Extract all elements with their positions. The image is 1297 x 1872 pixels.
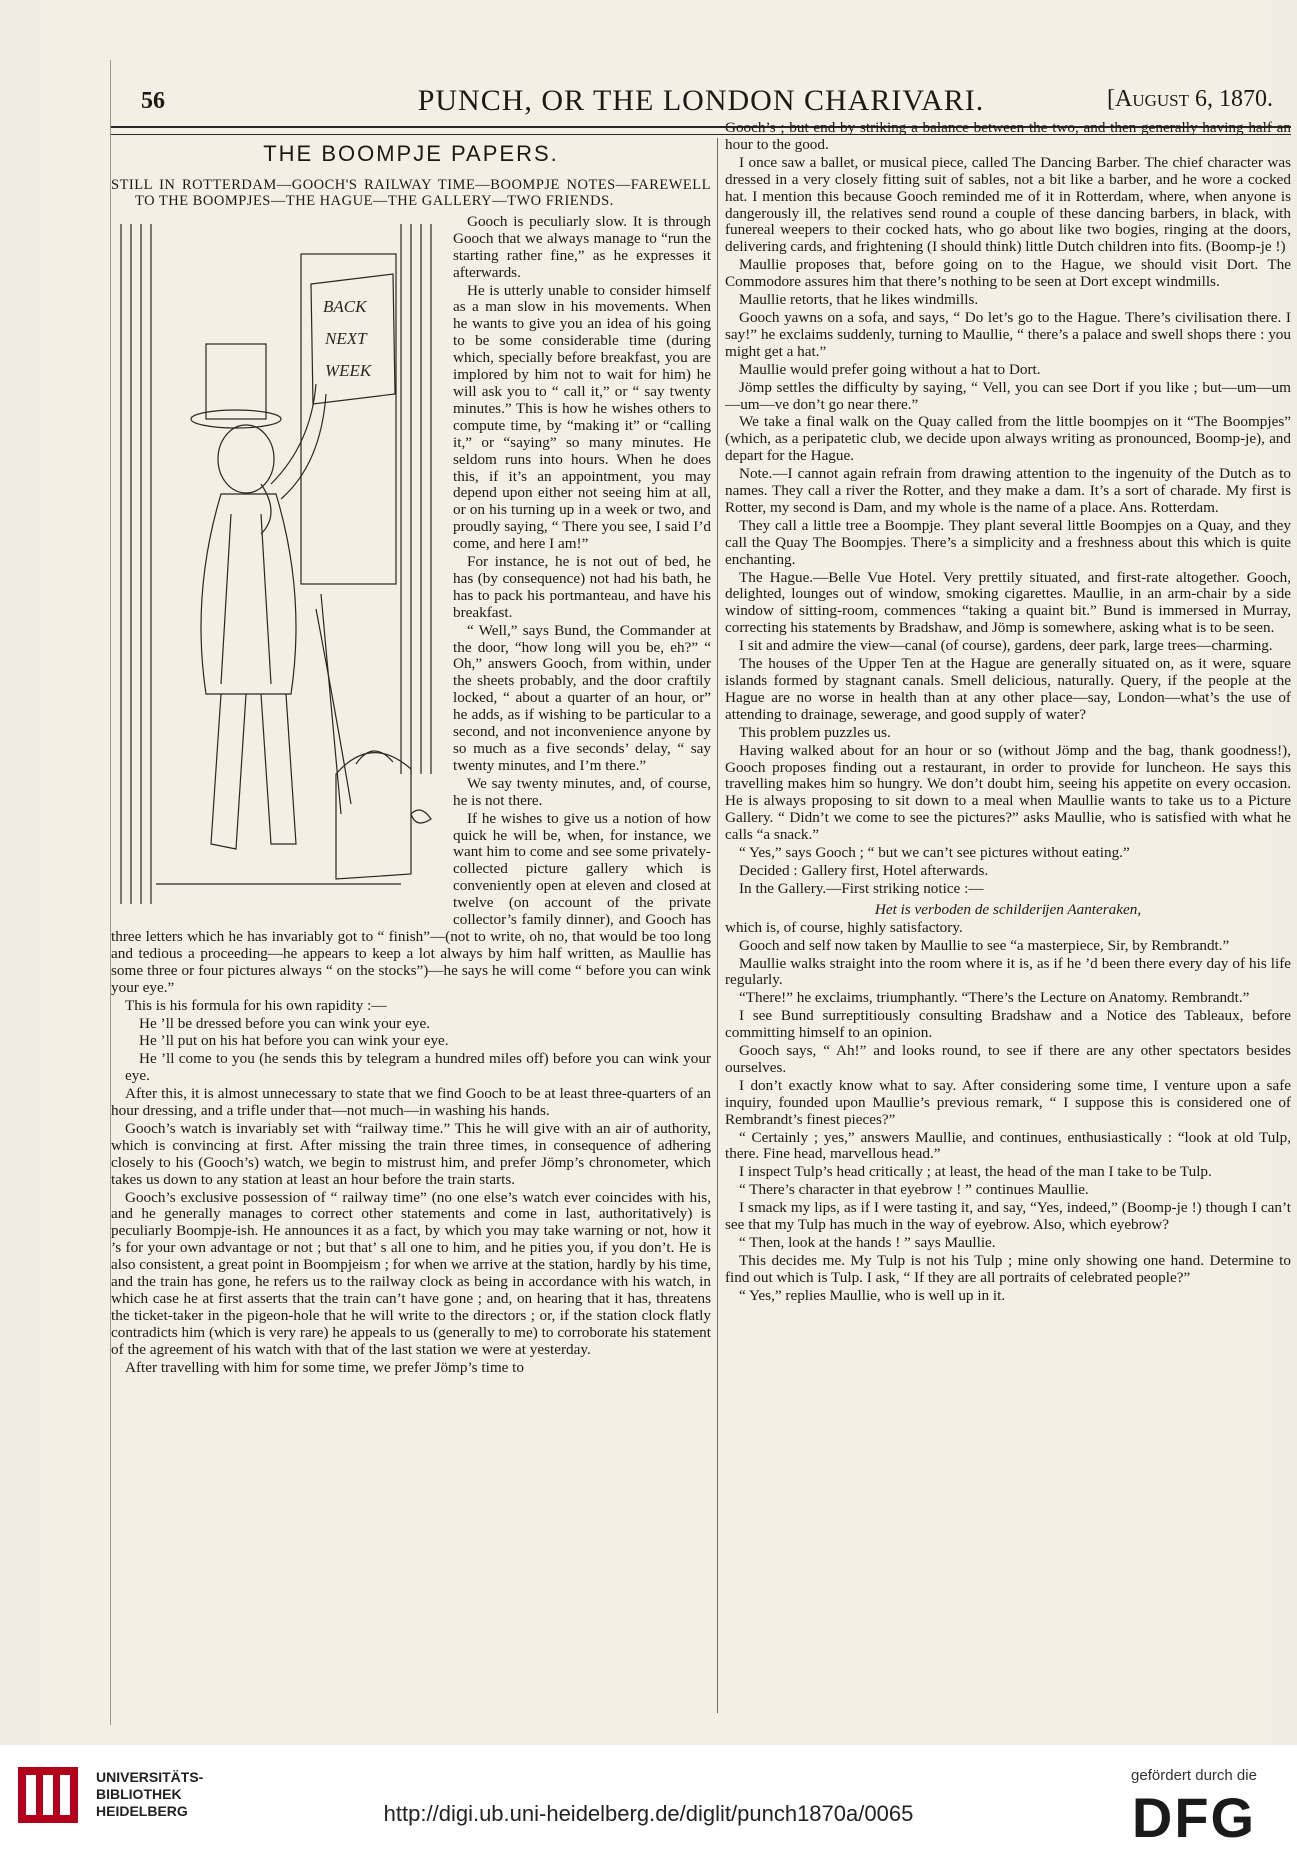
article-subtitle: STILL IN ROTTERDAM—GOOCH'S RAILWAY TIME—BOOMPJE NOTES—FAREWELL TO THE BOOMPJES—THE HAGUE—THE GALLERY—TWO FRIENDS. — [111, 176, 711, 210]
paragraph: I see Bund surreptitiously consulting Bradshaw and a Notice des Tableaux, before committing himself to an opinion. — [725, 1007, 1291, 1042]
paragraph: After travelling with him for some time, we prefer Jömp’s time to — [125, 1358, 524, 1376]
article-title: THE BOOMPJE PAPERS. — [263, 141, 559, 166]
paragraph: I don’t exactly know what to say. After considering some time, I venture upon a safe inquiry, founded upon Maullie’s previous remark, “ I suppose this is considered one of Rembrandt’s finest pieces?” — [725, 1076, 1291, 1128]
illustration-man-at-door — [111, 214, 441, 914]
sponsor-block — [1109, 1767, 1279, 1849]
paragraph: This problem puzzles us. — [739, 723, 891, 741]
paragraph: Maullie walks straight into the room where it is, as if he ’d been there every day of his life regularly. — [725, 954, 1291, 989]
permalink-url[interactable]: http://digi.ub.uni-heidelberg.de/diglit/punch1870a/0065 — [383, 1801, 914, 1826]
paragraph: Gooch and self now taken by Maullie to see “a masterpiece, Sir, by Rembrandt.” — [739, 936, 1230, 954]
paragraph: Gooch’s watch is invariably set with “railway time.” This he will give with an air of authority, which is convincing at first. After missing the train three times, in consequence of adhering closely to his (Gooch’s) watch, we begin to mistrust him, and prefer Jömp’s chronometer, which takes us down to any station at least an hour before the train starts. — [111, 1119, 711, 1188]
paragraph: Jömp settles the difficulty by saying, “ Vell, you can see Dort if you like ; but—um—um—um—ve don’t go near there.” — [725, 378, 1291, 413]
paragraph: Gooch is peculiarly slow. It is through Gooch that we always manage to “run the starting rather fine,” as he expresses it afterwards. — [453, 212, 711, 281]
sign-line-back: BACK — [323, 296, 367, 316]
formula-line: He ’ll be dressed before you can wink your eye. — [139, 1014, 430, 1032]
formula-line: He ’ll put on his hat before you can wink your eye. — [139, 1032, 449, 1050]
paragraph: I inspect Tulp’s head critically ; at least, the head of the man I take to be Tulp. — [739, 1163, 1212, 1181]
paragraph: After this, it is almost unnecessary to state that we find Gooch to be at least three-quarters of an hour dressing, and a trifle under that—not much—in washing his hands. — [111, 1085, 711, 1120]
paragraph: We say twenty minutes, and, of course, he is not there. — [453, 774, 711, 809]
scanned-page — [40, 0, 1291, 1745]
paragraph: Having walked about for an hour or so (without Jömp and the bag, thank goodness!), Gooch proposes finding out a restaurant, in order to provide for luncheon. He says this travelling makes him so hungry. We don’t doubt him, seeing his appetite on every occasion. He is always proposing to sit down to a meal when Maullie wants to take us to a Picture Gallery. “ Didn’t we come to see the pictures?” asks Maullie, who is satisfied with what he calls “a snack.” — [725, 741, 1291, 844]
paragraph: Gooch’s ; but end by striking a balance between the two, and then generally having half an hour to the good. — [725, 119, 1291, 153]
gallery-notice: Het is verboden de schilderĳen Aanteraken, — [874, 900, 1142, 918]
publication-title: PUNCH, OR THE LONDON CHARIVARI. — [417, 84, 985, 117]
paragraph: which is, of course, highly satisfactory. — [725, 918, 963, 936]
paragraph: The Hague.—Belle Vue Hotel. Very prettily situated, and first-rate altogether. Gooch, delighted, lounges out of window, smoking cigarettes. Maullie, in an arm-chair by a side window of sitting-room, commences “taking a quaint bit.” Bund is immersed in Murray, correcting his statements by Bradshaw, and Jömp is somewhere, asking what is to be seen. — [725, 568, 1291, 637]
engraving — [111, 214, 441, 914]
paragraph: In the Gallery.—First striking notice :— — [739, 879, 984, 897]
paragraph: Decided : Gallery first, Hotel afterwards. — [739, 861, 989, 879]
paragraph: For instance, he is not out of bed, he has (by consequence) not had his bath, he has to pack his portmanteau, and have his breakfast. — [453, 553, 711, 621]
paragraph: We take a final walk on the Quay called from the little boompjes on it “The Boompjes” (which, as a peripatetic club, we decide upon always writing as pronounced, Boomp-je), and depart for the Hague. — [725, 413, 1291, 465]
paragraph: I smack my lips, as if I were tasting it, and say, “Yes, indeed,” (Boomp-je !) though I can’t see that my Tulp has much in the way of eyebrow. Also, which eyebrow? — [725, 1199, 1291, 1234]
paragraph: “ Certainly ; yes,” answers Maullie, and continues, enthusiastically : “look at old Tulp, there. Fine head, marvellous head.” — [725, 1128, 1291, 1163]
paragraph: Maullie retorts, that he likes windmills. — [739, 291, 979, 309]
paragraph: Gooch says, “ Ah!” and looks round, to see if there are any other spectators besides ourselves. — [725, 1042, 1291, 1076]
paragraph: “ Then, look at the hands ! ” says Maullie. — [739, 1234, 996, 1251]
paragraph: “ Yes,” says Gooch ; “ but we can’t see pictures without eating.” — [739, 844, 1130, 862]
formula-line: He ’ll come to you (he sends this by telegram a hundred miles off) before you can wink your eye. — [125, 1050, 711, 1085]
paragraph: Maullie would prefer going without a hat to Dort. — [739, 360, 1041, 378]
right-column — [725, 120, 1291, 1715]
sponsor-text: gefördert durch die — [1131, 1767, 1257, 1784]
newspaper-page — [110, 60, 1290, 1725]
paragraph: If he wishes to give us a notion of how quick he will be, when, for instance, we want him to come and see some privately-collected picture gallery which is conveniently open at eleven and closed at twelve (on account of the private collector’s family dinner), and Gooch has three letters which he has invariably got to “ finish”—(not to write, oh no, that would be too long and tedious a proceeding—he appears to keep a lot always by him half written, as Maullie has some three or four pictures always “ on the stocks”)—he says he will come “ before you can wink your eye.” — [111, 809, 711, 996]
page-number: 56 — [141, 88, 165, 114]
paragraph: The houses of the Upper Ten at the Hague are generally situated on, as it were, square islands formed by stagnant canals. Smell delicious, naturally. Query, if the people at the Hague are no worse in health than at any other place—say, London—what’s the use of attending to drainage, sewerage, and good supply of water? — [725, 655, 1291, 723]
column-rule — [717, 138, 718, 1713]
paragraph: Gooch yawns on a sofa, and says, “ Do let’s go to the Hague. There’s civilisation there. I say!” he exclaims suddenly, turning to Maullie, “ there’s a palace and swell shops there : you might get a hat.” — [725, 308, 1291, 360]
paragraph: Gooch’s exclusive possession of “ railway time” (no one else’s watch ever coincides with his, and he generally manages to correct other statements and come in last, authoritatively) is peculiarly Boompje-ish. He announces it as a fact, by which you may take warning or not, how it ’s for your own advantage or not ; but that’ s all one to him, and he pities you, if you don’t. He is also consistent, a great point in Boompjeism ; for when we arrive at the station, hardly by his time, and the train has gone, he refers us to the railway clock as being in accordance with his watch, in which case he at first asserts that the train can’t have gone ; and, on hearing that it has, threatens the ticket-taker in the pigeon-hole that he will write to the directors ; or, if the station clock flatly contradicts him (which is very rare) he appeals to us (generally to me) to corroborate his statement of the agreement of his watch with that of the last station we were at yesterday. — [111, 1188, 711, 1358]
institution-name: UNIVERSITÄTS- BIBLIOTHEK HEIDELBERG — [96, 1769, 204, 1819]
paragraph: They call a little tree a Boompje. They plant several little Boompjes on a Quay, and they call the Quay The Boompjes. There’s a simplicity and a freshness about this which is quite enchanting. — [725, 516, 1291, 568]
dfg-logo[interactable]: DFG — [1131, 1786, 1257, 1849]
sign-line-next: NEXT — [325, 328, 367, 348]
paragraph: Maullie proposes that, before going on to the Hague, we should visit Dort. The Commodore assures him that there’s nothing to be seen at Dort except windmills. — [725, 256, 1291, 291]
left-column — [111, 138, 711, 1713]
paragraph: “ Yes,” replies Maullie, who is well up in it. — [739, 1286, 1006, 1304]
paragraph: I once saw a ballet, or musical piece, called The Dancing Barber. The chief character was dressed in a very closely fitting suit of sables, not a bit like a barber, and he wore a cocked hat. I mention this because Gooch reminded me of it in Rotterdam, where, when anyone is dangerously ill, the relatives send round a couple of these dancing barbers, in black, with funereal weepers to their cocked hats, who go about like two bogies, ringing at the doors, delivering cards, and frightening (I should think) little Dutch children into fits. (Boomp-je !) — [725, 153, 1291, 256]
paragraph: He is utterly unable to consider himself as a man slow in his movements. When he wants to give you an idea of his going to be some considerable time (during which, specially before breakfast, you are implored by him not to wait for him) he will ask you to “ call it,” or “ say twenty minutes.” This is how he wishes others to compute time, by “making it” or “calling it,” or “saying” so many minutes. He seldom runs into hours. When he does this, if it’s an appointment, you may depend upon either not seeing him at all, or on his turning up in a week or two, and proudly saying, “ There you see, I said I’d come, and here I am!” — [453, 281, 711, 553]
paragraph: This is his formula for his own rapidity :— — [125, 996, 387, 1014]
paragraph: I sit and admire the view—canal (of course), gardens, deer park, large trees—charming. — [739, 637, 1273, 655]
paragraph: This decides me. My Tulp is not his Tulp ; mine only showing one hand. Determine to find out which is Tulp. I ask, “ If they are all portraits of celebrated people?” — [725, 1251, 1291, 1286]
paragraph: “There!” he exclaims, triumphantly. “There’s the Lecture on Anatomy. Rembrandt.” — [739, 989, 1250, 1007]
sign-line-week: WEEK — [325, 360, 372, 380]
issue-date: [August 6, 1870. — [1107, 86, 1273, 112]
paragraph: “ Well,” says Bund, the Commander at the door, “how long will you be, eh?” “ Oh,” answers Gooch, from within, under the sheets probably, and the door craftily locked, “ about a quarter of an hour, or” he adds, as if wishing to be particular to a second, and not inconvenience anyone by so much as a five seconds’ delay, “ say twenty minutes, and I’m there.” — [453, 621, 711, 774]
paragraph: “ There’s character in that eyebrow ! ” continues Maullie. — [739, 1181, 1089, 1199]
paragraph: Note.—I cannot again refrain from drawing attention to the ingenuity of the Dutch as to names. They call a river the Rotter, and they make a dam. It’s a sort of charade. My first is Rotter, my second is Dam, and my whole is the name of a place. Ans. Rotterdam. — [725, 465, 1291, 516]
digitization-footer — [0, 1745, 1297, 1872]
